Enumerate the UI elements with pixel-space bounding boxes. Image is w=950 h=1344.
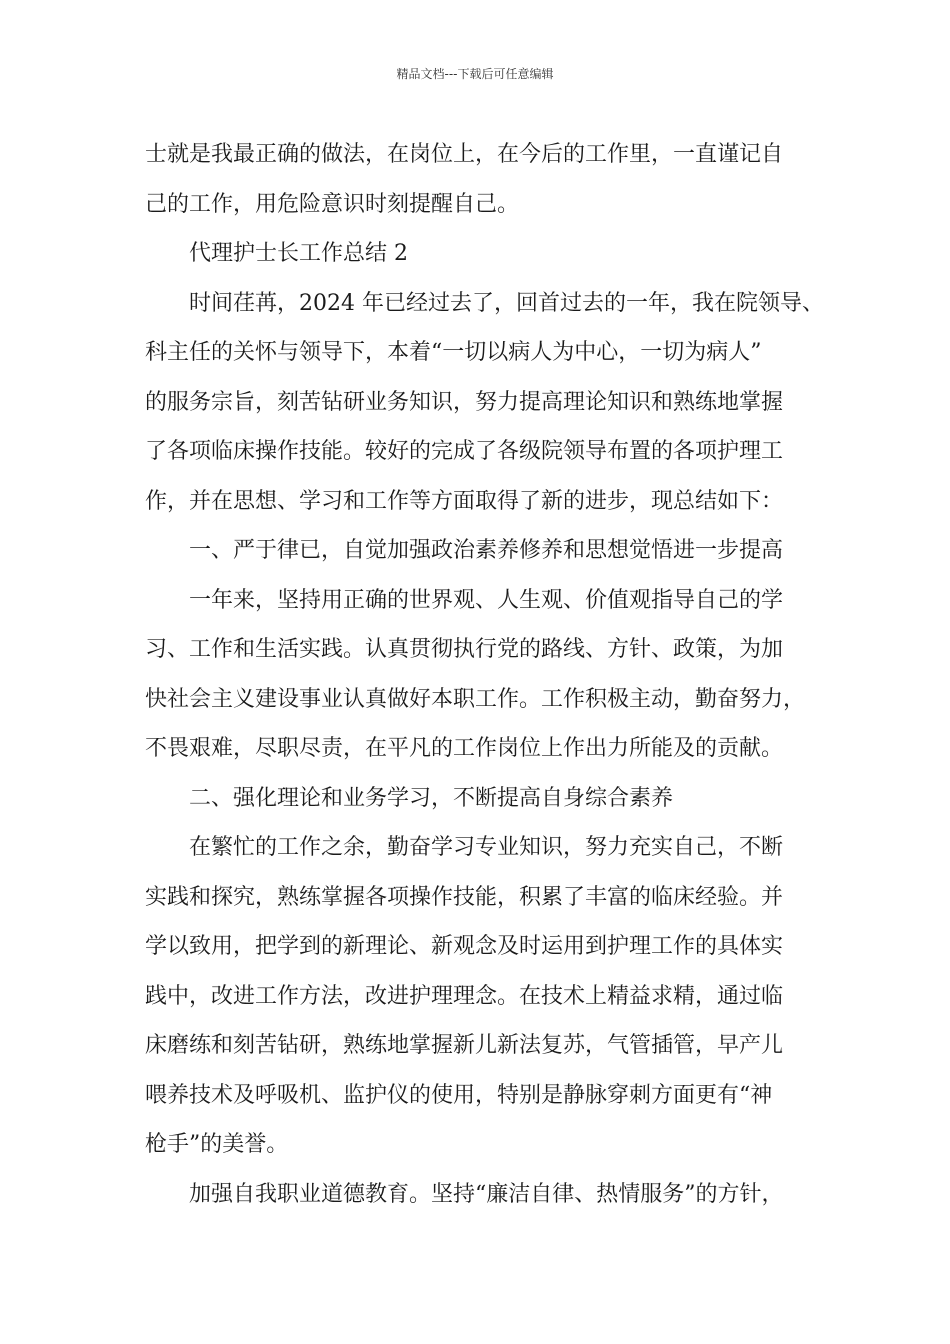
text-line: 实践和探究，熟练掌握各项操作技能，积累了丰富的临床经验。并 [145,884,784,910]
section-heading: 二、强化理论和业务学习，不断提高自身综合素养 [189,785,674,811]
text-line: 习、工作和生活实践。认真贯彻执行党的路线、方针、政策，为加 [145,637,784,662]
text-line: 不畏艰难，尽职尽责，在平凡的工作岗位上作出力所能及的贡献。 [145,736,784,761]
text-line: 时间荏苒，2024 年已经过去了，回首过去的一年，我在院领导、 [189,290,824,316]
text-line: 床磨练和刻苦钻研，熟练地掌握新儿新法复苏，气管插管，早产儿 [145,1033,784,1058]
section-heading: 一、严于律已，自觉加强政治素养修养和思想觉悟进一步提高 [189,538,784,563]
text-line: 在繁忙的工作之余，勤奋学习专业知识，努力充实自己，不断 [189,835,784,860]
text-line: 了各项临床操作技能。较好的完成了各级院领导布置的各项护理工 [145,439,784,464]
text-line: 科主任的关怀与领导下，本着“一切以病人为中心，一切为病人” [145,340,762,365]
text-line: 快社会主义建设事业认真做好本职工作。工作积极主动，勤奋努力， [145,686,806,712]
text-line: 的服务宗旨，刻苦钻研业务知识，努力提高理论知识和熟练地掌握 [145,389,784,415]
text-line: 加强自我职业道德教育。坚持“廉洁自律、热情服务”的方针， [189,1181,784,1207]
text-line: 一年来，坚持用正确的世界观、人生观、价值观指导自己的学 [189,587,784,613]
text-line: 喂养技术及呼吸机、监护仪的使用，特别是静脉穿刺方面更有“神 [145,1082,773,1108]
text-line: 士就是我最正确的做法，在岗位上，在今后的工作里，一直谨记自 [145,142,784,167]
text-line: 践中，改进工作方法，改进护理理念。在技术上精益求精，通过临 [145,983,784,1009]
text-line: 己的工作，用危险意识时刻提醒自己。 [145,191,520,217]
text-line: 作，并在思想、学习和工作等方面取得了新的进步，现总结如下： [145,488,784,514]
text-line: 枪手”的美誉。 [145,1132,289,1157]
section-title: 代理护士长工作总结 2 [189,241,408,266]
text-line: 学以致用，把学到的新理论、新观念及时运用到护理工作的具体实 [145,934,784,959]
page-header: 精品文档---下载后可任意编辑 [396,67,554,81]
document-body [145,130,824,1219]
